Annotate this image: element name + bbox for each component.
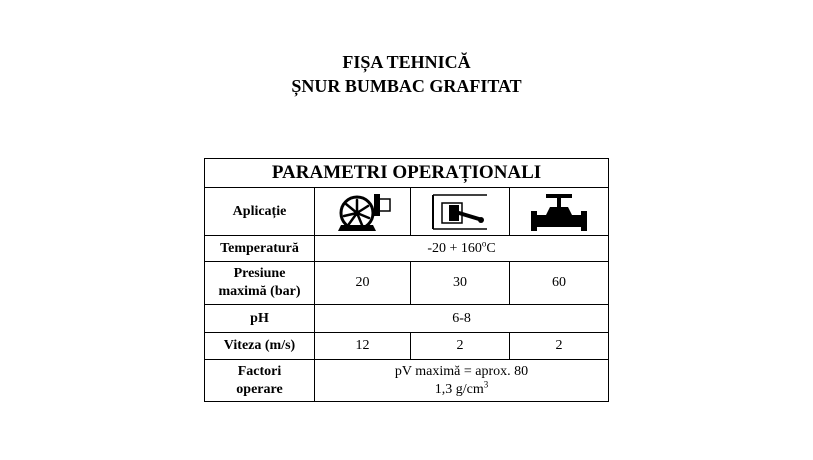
pv-max-text: pV maximă = aprox. 80: [394, 363, 529, 379]
ph-value: 6-8: [315, 305, 609, 333]
row-label-factori-line1: Factori: [237, 363, 282, 379]
table-row-aplicatie: [205, 188, 609, 236]
density-exponent: 3: [483, 378, 489, 389]
speed-value-shaft: 2: [411, 333, 510, 360]
table-row-ph: [205, 305, 609, 333]
pressure-value-shaft: 30: [411, 262, 510, 305]
table-row-temperatura: [205, 236, 609, 262]
pressure-value-pump: 20: [315, 262, 411, 305]
row-label-factori: [205, 360, 315, 402]
title-line-2: ȘNUR BUMBAC GRAFITAT: [291, 76, 522, 96]
row-label-viteza: Viteza (m/s): [205, 333, 315, 360]
row-label-presiune-line2: maximă (bar): [218, 284, 301, 299]
document-title: [0, 50, 813, 98]
speed-value-pump: 12: [315, 333, 411, 360]
density-text: [315, 378, 608, 399]
row-label-temperatura: Temperatură: [205, 236, 315, 262]
degree-symbol: o: [481, 237, 487, 248]
temperature-range: -20 + 160: [427, 240, 482, 256]
valve-icon: [510, 188, 609, 236]
temperature-unit: C: [486, 240, 496, 256]
row-label-presiune-line1: Presiune: [233, 266, 286, 281]
title-line-1: FIȘA TEHNICĂ: [342, 52, 471, 72]
pressure-value-valve: 60: [510, 262, 609, 305]
row-label-presiune: [205, 262, 315, 305]
table-row-presiune: [205, 262, 609, 305]
temperature-value: [315, 236, 609, 262]
table-row-viteza: [205, 333, 609, 360]
row-label-factori-line2: operare: [236, 381, 283, 397]
rotary-shaft-icon: [411, 188, 510, 236]
table-heading: PARAMETRI OPERAȚIONALI: [205, 159, 609, 188]
speed-value-valve: 2: [510, 333, 609, 360]
row-label-ph: pH: [205, 305, 315, 333]
table-heading-row: [205, 159, 609, 188]
row-label-aplicatie: Aplicație: [205, 188, 315, 236]
table-row-factori: [205, 360, 609, 402]
operating-factors-value: [315, 360, 609, 402]
pump-impeller-icon: [315, 188, 411, 236]
density-value: 1,3 g/cm: [434, 381, 484, 397]
operational-parameters-table: [204, 158, 609, 402]
